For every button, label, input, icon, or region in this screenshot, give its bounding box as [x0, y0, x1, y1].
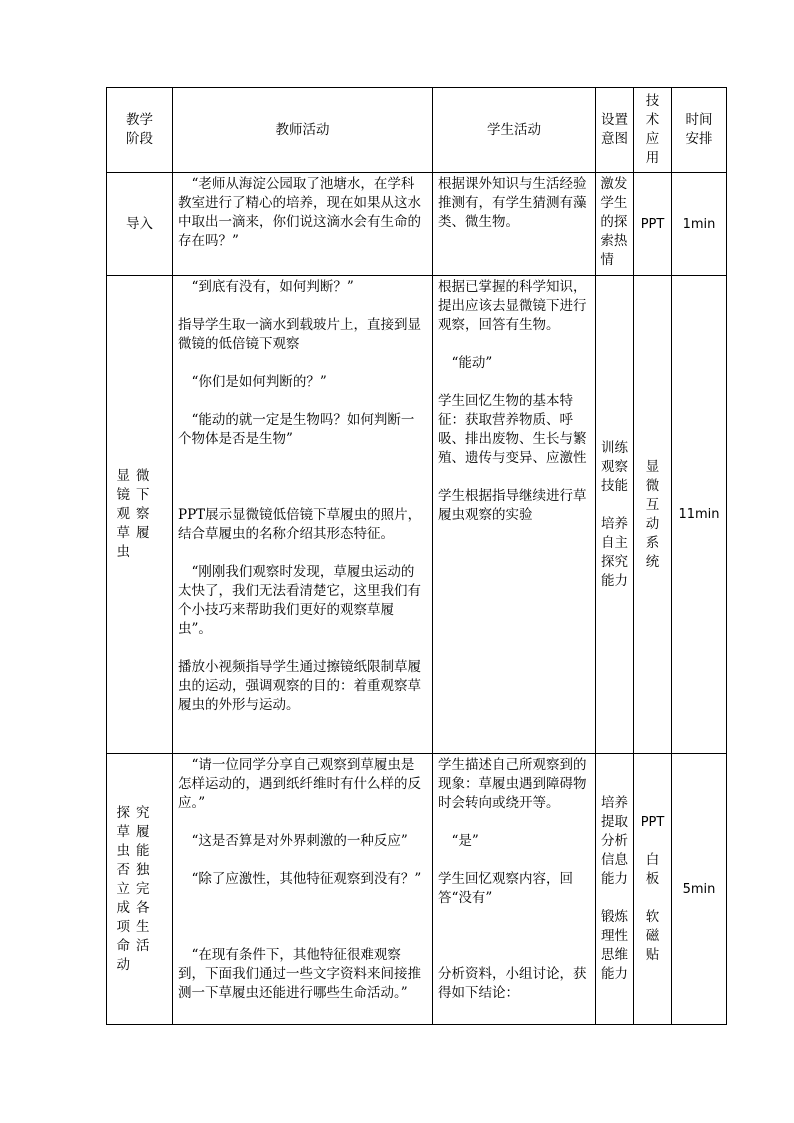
stage-cell: 导入	[107, 173, 173, 276]
stage-text: 探究草履虫能否独立完成各项生命活动	[116, 804, 156, 973]
teacher-text: 指导学生取一滴水到载玻片上，直接到显微镜的低倍镜下观察	[178, 317, 421, 352]
student-cell	[433, 173, 596, 276]
header-stage: 教学阶段	[107, 88, 173, 173]
table-row	[107, 276, 727, 754]
student-text: 学生描述自己所观察到的现象：草履虫遇到障碍物时会转向或绕开等。	[438, 757, 587, 811]
tech-text: 白板	[645, 852, 660, 887]
intent-text: 激发学生的探索热情	[600, 176, 628, 268]
tech-text: 显微互动系统	[645, 458, 660, 570]
teacher-cell	[173, 276, 433, 754]
time-cell: 5min	[672, 754, 727, 1025]
teacher-text: “在现有条件下，其他特征很难观察到，下面我们通过一些文字资料来间接推测一下草履虫还能进行哪些生命活动。”	[178, 947, 421, 1001]
teacher-text: “刚刚我们观察时发现，草履虫运动的太快了，我们无法看清楚它，这里我们有个小技巧来帮助我们更好的观察草履虫”。	[178, 564, 421, 637]
student-cell	[433, 754, 596, 1025]
tech-cell: PPT	[634, 173, 672, 276]
student-text: 根据课外知识与生活经验推测有，有学生猜测有藻类、微生物。	[438, 176, 587, 230]
teacher-text: PPT展示显微镜低倍镜下草履虫的照片，结合草履虫的名称介绍其形态特征。	[178, 507, 422, 542]
header-student: 学生活动	[433, 88, 596, 173]
table-row	[107, 173, 727, 276]
student-text: 学生回忆观察内容，回答“没有”	[438, 871, 573, 906]
table-row	[107, 754, 727, 1025]
tech-cell	[634, 754, 672, 1025]
intent-text: 培养自主探究能力	[601, 515, 628, 589]
intent-text: 锻炼理性思维能力	[601, 909, 628, 982]
student-text: “能动”	[451, 355, 493, 371]
student-text: “是”	[451, 833, 479, 849]
intent-cell	[596, 173, 634, 276]
time-cell: 1min	[672, 173, 727, 276]
tech-text: PPT	[640, 815, 665, 830]
intent-text: 培养提取分析信息能力	[601, 795, 628, 887]
intent-cell	[596, 276, 634, 754]
stage-cell	[107, 754, 173, 1025]
intent-cell	[596, 754, 634, 1025]
student-text: 根据已掌握的科学知识，提出应该去显微镜下进行观察，回答有生物。	[438, 279, 587, 333]
teacher-text: “老师从海淀公园取了池塘水，在学科教室进行了精心的培养，现在如果从这水中取出一滴来，你们说这滴水会有生命的存在吗？”	[178, 176, 421, 249]
time-cell: 11min	[672, 276, 727, 754]
header-teacher: 教师活动	[173, 88, 433, 173]
tech-text: 软磁贴	[645, 909, 660, 963]
header-intent: 设置意图	[596, 88, 634, 173]
teacher-text: 播放小视频指导学生通过擦镜纸限制草履虫的运动，强调观察的目的：着重观察草履虫的外形与运动。	[178, 659, 421, 713]
teacher-cell	[173, 754, 433, 1025]
lesson-plan-table	[106, 87, 727, 1025]
teacher-text: “能动的就一定是生物吗？如何判断一个物体是否是生物”	[178, 412, 415, 447]
teacher-cell	[173, 173, 433, 276]
student-cell	[433, 276, 596, 754]
header-tech: 技术应用	[634, 88, 672, 173]
student-text: 学生回忆生物的基本特征：获取营养物质、呼吸、排出废物、生长与繁殖、遗传与变异、应激性	[438, 393, 587, 466]
teacher-text: “除了应激性，其他特征观察到没有？”	[191, 871, 422, 887]
teacher-text: “请一位同学分享自己观察到草履虫是怎样运动的，遇到纸纤维时有什么样的反应。”	[178, 757, 421, 811]
student-text: 学生根据指导继续进行草履虫观察的实验	[438, 488, 587, 523]
stage-cell	[107, 276, 173, 754]
teacher-text: “到底有没有，如何判断？”	[191, 279, 354, 295]
teacher-text: “这是否算是对外界刺激的一种反应”	[191, 833, 408, 849]
stage-text: 显微镜下观察草履虫	[116, 468, 156, 560]
header-row	[107, 88, 727, 173]
tech-cell	[634, 276, 672, 754]
intent-text: 训练观察技能	[601, 439, 628, 494]
student-text: 分析资料，小组讨论，获得如下结论：	[438, 966, 587, 1001]
teacher-text: “你们是如何判断的？”	[191, 374, 327, 390]
header-time: 时间安排	[672, 88, 727, 173]
